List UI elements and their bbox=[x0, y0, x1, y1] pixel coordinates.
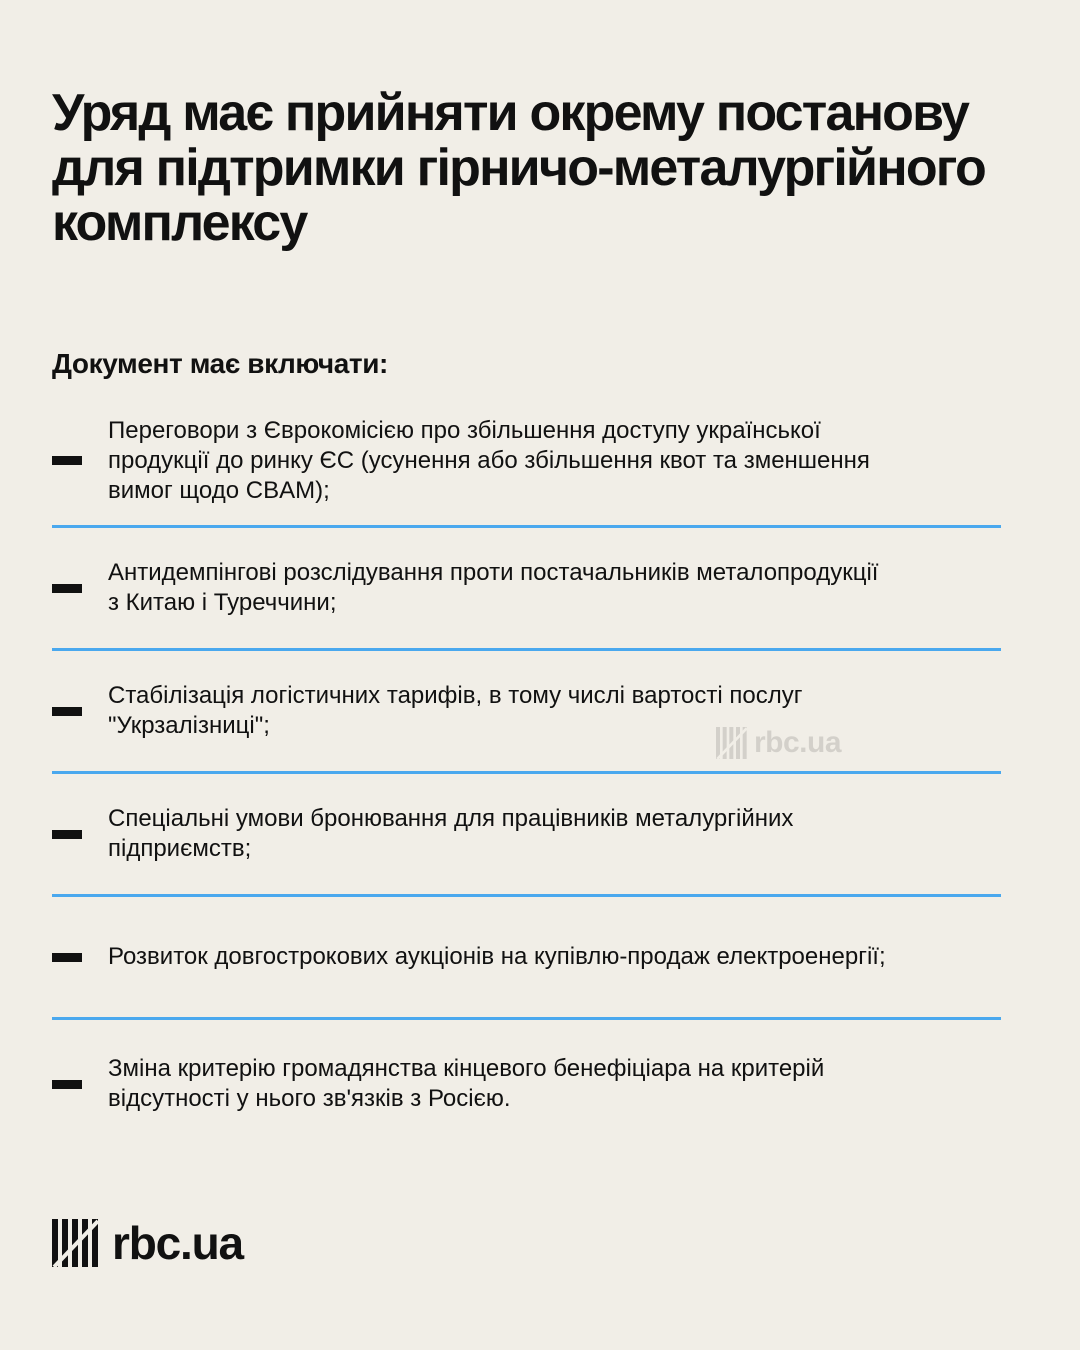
list-item bbox=[52, 528, 1001, 651]
list-item-text: Переговори з Єврокомісією про збільшення доступу української продукції до ринку ЄС (усунення або збільшення квот та зменшення вимог щодо CBAM); bbox=[108, 417, 870, 504]
dash-bullet-icon bbox=[52, 830, 82, 839]
requirements-list bbox=[52, 395, 1001, 1148]
list-item bbox=[52, 651, 1001, 774]
dash-bullet-icon bbox=[52, 953, 82, 962]
list-item bbox=[52, 395, 1001, 528]
list-item bbox=[52, 1020, 1001, 1148]
dash-bullet-icon bbox=[52, 707, 82, 716]
section-subtitle: Документ має включати: bbox=[52, 348, 388, 379]
watermark bbox=[716, 726, 841, 760]
footer-logo bbox=[52, 1216, 243, 1270]
logo-text: rbc.ua bbox=[112, 1217, 243, 1269]
list-item-text: Спеціальні умови бронювання для працівників металургійних підприємств; bbox=[108, 805, 794, 862]
watermark-text: rbc.ua bbox=[754, 726, 842, 759]
dash-bullet-icon bbox=[52, 456, 82, 465]
list-item-text: Розвиток довгострокових аукціонів на купівлю-продаж електроенергії; bbox=[108, 943, 886, 970]
list-item bbox=[52, 774, 1001, 897]
list-item-text: Антидемпінгові розслідування проти постачальників металопродукції з Китаю і Туреччини; bbox=[108, 559, 879, 616]
dash-bullet-icon bbox=[52, 1080, 82, 1089]
rbc-logo-icon bbox=[716, 727, 748, 759]
page-title: Уряд має прийняти окрему постанову для підтримки гірничо-металургійного комплексу bbox=[52, 84, 985, 252]
rbc-logo-icon bbox=[52, 1219, 100, 1267]
list-item-text: Стабілізація логістичних тарифів, в тому числі вартості послуг "Укрзалізниці"; bbox=[108, 682, 803, 739]
list-item bbox=[52, 897, 1001, 1020]
dash-bullet-icon bbox=[52, 584, 82, 593]
list-item-text: Зміна критерію громадянства кінцевого бенефіціара на критерій відсутності у нього зв'язків з Росією. bbox=[108, 1055, 825, 1112]
